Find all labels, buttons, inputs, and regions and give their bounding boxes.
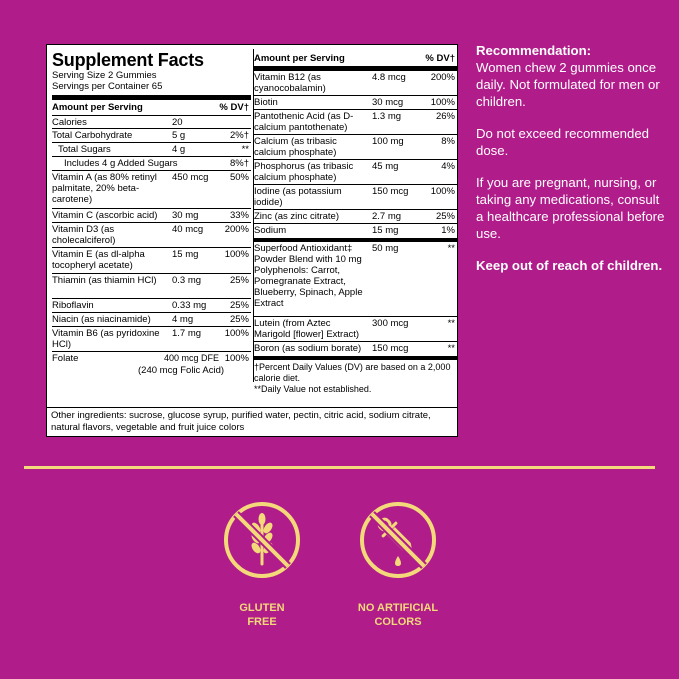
servings-per-container: Servings per Container 65: [52, 81, 163, 92]
nutrient-row: [52, 116, 251, 129]
nutrient-name: Iodine (as potassium iodide): [254, 186, 342, 208]
nutrient-name: Calcium (as tribasic calcium phosphate): [254, 136, 337, 158]
facts-title: Supplement Facts: [52, 50, 204, 70]
nutrient-amount: 4 g: [172, 144, 186, 155]
dose-warning: Do not exceed recommended dose.: [476, 126, 650, 158]
nutrient-dv: 4%: [441, 161, 455, 172]
nutrient-row: [254, 185, 457, 210]
nutrient-row: [52, 248, 251, 274]
amount-header: [254, 49, 457, 66]
nutrient-name: Folate: [52, 353, 79, 364]
nutrient-amount: 4.8 mcg: [372, 72, 406, 83]
nutrient-row: [254, 96, 457, 110]
nutrient-amount: 1.7 mg: [172, 328, 202, 339]
nutrient-dv: 25%: [229, 300, 249, 311]
nutrient-dv: 2%†: [229, 130, 249, 141]
nutrient-name: Niacin (as niacinamide): [52, 314, 151, 325]
nutrient-dv: 25%: [229, 275, 249, 286]
nutrient-row: [52, 313, 251, 327]
supplement-facts-panel: [46, 44, 458, 437]
nutrient-dv: 50%: [229, 172, 249, 183]
nutrient-name: Lutein (from Aztec Marigold [flower] Extract): [254, 318, 360, 340]
nutrient-dv: **: [241, 144, 249, 155]
nutrient-row: [254, 71, 457, 96]
nutrient-dv: **: [447, 318, 455, 329]
nutrient-name: Includes 4 g Added Sugars: [64, 158, 178, 169]
section-divider: [24, 466, 655, 469]
serving-size: Serving Size 2 Gummies: [52, 70, 157, 81]
nutrient-dv: 26%: [435, 111, 455, 122]
nutrient-row: [254, 342, 457, 356]
nutrient-dv: 100%: [224, 249, 249, 260]
gluten-free-badge: [222, 500, 302, 580]
nutrient-amount: 20: [172, 117, 183, 128]
nutrient-name: Total Carbohydrate: [52, 130, 133, 141]
nutrient-amount: 1.3 mg: [372, 111, 402, 122]
nutrient-name: Sodium: [254, 225, 287, 236]
other-ingredients: Other ingredients: sucrose, glucose syrup, purified water, pectin, citric acid, sodium citrate, natural flavors, vegetable and fruit juice colors: [47, 407, 457, 436]
nutrient-row: [52, 327, 251, 352]
nutrient-name: Biotin: [254, 97, 278, 108]
wheat-crossed-icon: [222, 500, 302, 580]
nutrient-row: [52, 157, 251, 171]
nutrient-amount: 5 g: [172, 130, 186, 141]
nutrient-amount: 400 mcg DFE: [164, 353, 220, 363]
nutrient-dv: 8%: [441, 136, 455, 147]
dv-header-label: % DV†: [425, 53, 455, 64]
nutrient-dv: 100%: [224, 328, 249, 339]
pregnancy-warning: If you are pregnant, nursing, or taking any medications, consult a healthcare professional before use.: [476, 175, 665, 241]
nutrient-name: Thiamin (as thiamin HCl): [52, 275, 157, 286]
nutrient-dv: 25%: [435, 211, 455, 222]
nutrient-name: Vitamin A (as 80% retinyl palmitate, 20% beta-carotene): [52, 172, 157, 205]
nutrient-row: [254, 110, 457, 135]
nutrient-amount: 30 mg: [172, 210, 199, 221]
nutrient-amount: 2.7 mg: [372, 211, 402, 222]
nutrient-amount: 0.3 mg: [172, 275, 202, 286]
nutrient-dv: 8%†: [229, 158, 249, 169]
nutrient-name: Total Sugars: [58, 144, 111, 155]
nutrient-dv: 100%: [224, 353, 249, 364]
nutrient-dv: 1%: [441, 225, 455, 236]
nutrient-name: Zinc (as zinc citrate): [254, 211, 339, 222]
nutrient-row: [254, 135, 457, 160]
nutrient-row: [52, 129, 251, 143]
nutrient-amount: 450 mcg: [172, 172, 209, 183]
nutrient-name: Vitamin D3 (as cholecalciferol): [52, 224, 116, 246]
nutrient-dv: 100%: [430, 97, 455, 108]
nutrient-amount: 4 mg: [172, 314, 194, 325]
nutrient-amount: 150 mcg: [372, 186, 409, 197]
nutrient-dv: 33%: [229, 210, 249, 221]
nutrient-dv: 100%: [430, 186, 455, 197]
nutrient-row: [52, 171, 251, 209]
amount-header: [52, 100, 251, 116]
nutrient-row: [52, 143, 251, 157]
nutrient-name: Riboflavin: [52, 300, 94, 311]
amount-header-label: Amount per Serving: [254, 53, 345, 64]
nutrient-row: [52, 274, 251, 299]
amount-header-label: Amount per Serving: [52, 102, 143, 113]
facts-right-column: [254, 49, 457, 395]
badge-line-2: COLORS: [374, 616, 422, 628]
nutrient-row: [254, 224, 457, 238]
nutrient-amount: 150 mcg: [372, 343, 409, 354]
nutrient-dv: 200%: [430, 72, 455, 83]
folate-note: (240 mcg Folic Acid): [138, 365, 225, 376]
nutrient-name: Calories: [52, 117, 87, 128]
nutrient-dv: **: [447, 243, 455, 254]
footnote-not-established: **Daily Value not established.: [254, 384, 372, 394]
recommendation-block: [476, 42, 666, 289]
facts-left-column: [52, 45, 251, 378]
nutrient-row: [52, 209, 251, 223]
badge-line-2: FREE: [247, 616, 277, 628]
nutrient-amount: 300 mcg: [372, 318, 409, 329]
badge-line-1: NO ARTIFICIAL: [357, 602, 439, 614]
footnote-dv: †Percent Daily Values (DV) are based on a 2,000 calorie diet.: [254, 362, 451, 383]
nutrient-name: Vitamin B12 (as cyanocobalamin): [254, 72, 326, 94]
nutrient-name: Boron (as sodium borate): [254, 343, 362, 354]
nutrient-amount: 15 mg: [172, 249, 199, 260]
nutrient-dv: **: [447, 343, 455, 354]
no-artificial-colors-badge: [358, 500, 438, 580]
keep-out-warning: Keep out of reach of children.: [476, 258, 663, 273]
nutrient-name: Pantothenic Acid (as D-calcium pantothenate): [254, 111, 354, 133]
nutrient-amount: 45 mg: [372, 161, 399, 172]
nutrient-row: [254, 160, 457, 185]
nutrient-amount: 30 mcg: [372, 97, 404, 108]
nutrient-row: [254, 242, 457, 317]
nutrient-amount: 50 mg: [372, 243, 399, 254]
nutrient-dv: 25%: [229, 314, 249, 325]
nutrient-amount: 0.33 mg: [172, 300, 207, 311]
nutrient-row: [254, 210, 457, 224]
recommendation-text: Women chew 2 gummies once daily. Not formulated for men or children.: [476, 60, 660, 109]
badge-line-1: GLUTEN: [239, 602, 285, 614]
nutrient-row: [254, 317, 457, 342]
nutrient-name: Superfood Antioxidant‡ Powder Blend with 10 mg Polyphenols: Carrot, Pomegranate Extract, Blueberry, Spinach, Apple Extract: [254, 243, 363, 309]
nutrient-amount: 40 mcg: [172, 224, 204, 235]
nutrient-row: [52, 223, 251, 248]
dropper-crossed-icon: [358, 500, 438, 580]
nutrient-name: Vitamin E (as dl-alpha tocopheryl acetate): [52, 249, 145, 271]
recommendation-heading: Recommendation:: [476, 43, 592, 58]
nutrient-dv: 200%: [224, 224, 249, 235]
nutrient-name: Phosphorus (as tribasic calcium phosphate): [254, 161, 354, 183]
nutrient-row: [52, 299, 251, 313]
nutrient-name: Vitamin B6 (as pyridoxine HCl): [52, 328, 160, 350]
nutrient-row: [52, 352, 251, 378]
dv-header-label: % DV†: [219, 102, 249, 113]
nutrient-name: Vitamin C (ascorbic acid): [52, 210, 158, 221]
nutrient-amount: 15 mg: [372, 225, 399, 236]
nutrient-amount: 100 mg: [372, 136, 404, 147]
gluten-free-label: [202, 601, 322, 629]
no-artificial-colors-label: [338, 601, 458, 629]
